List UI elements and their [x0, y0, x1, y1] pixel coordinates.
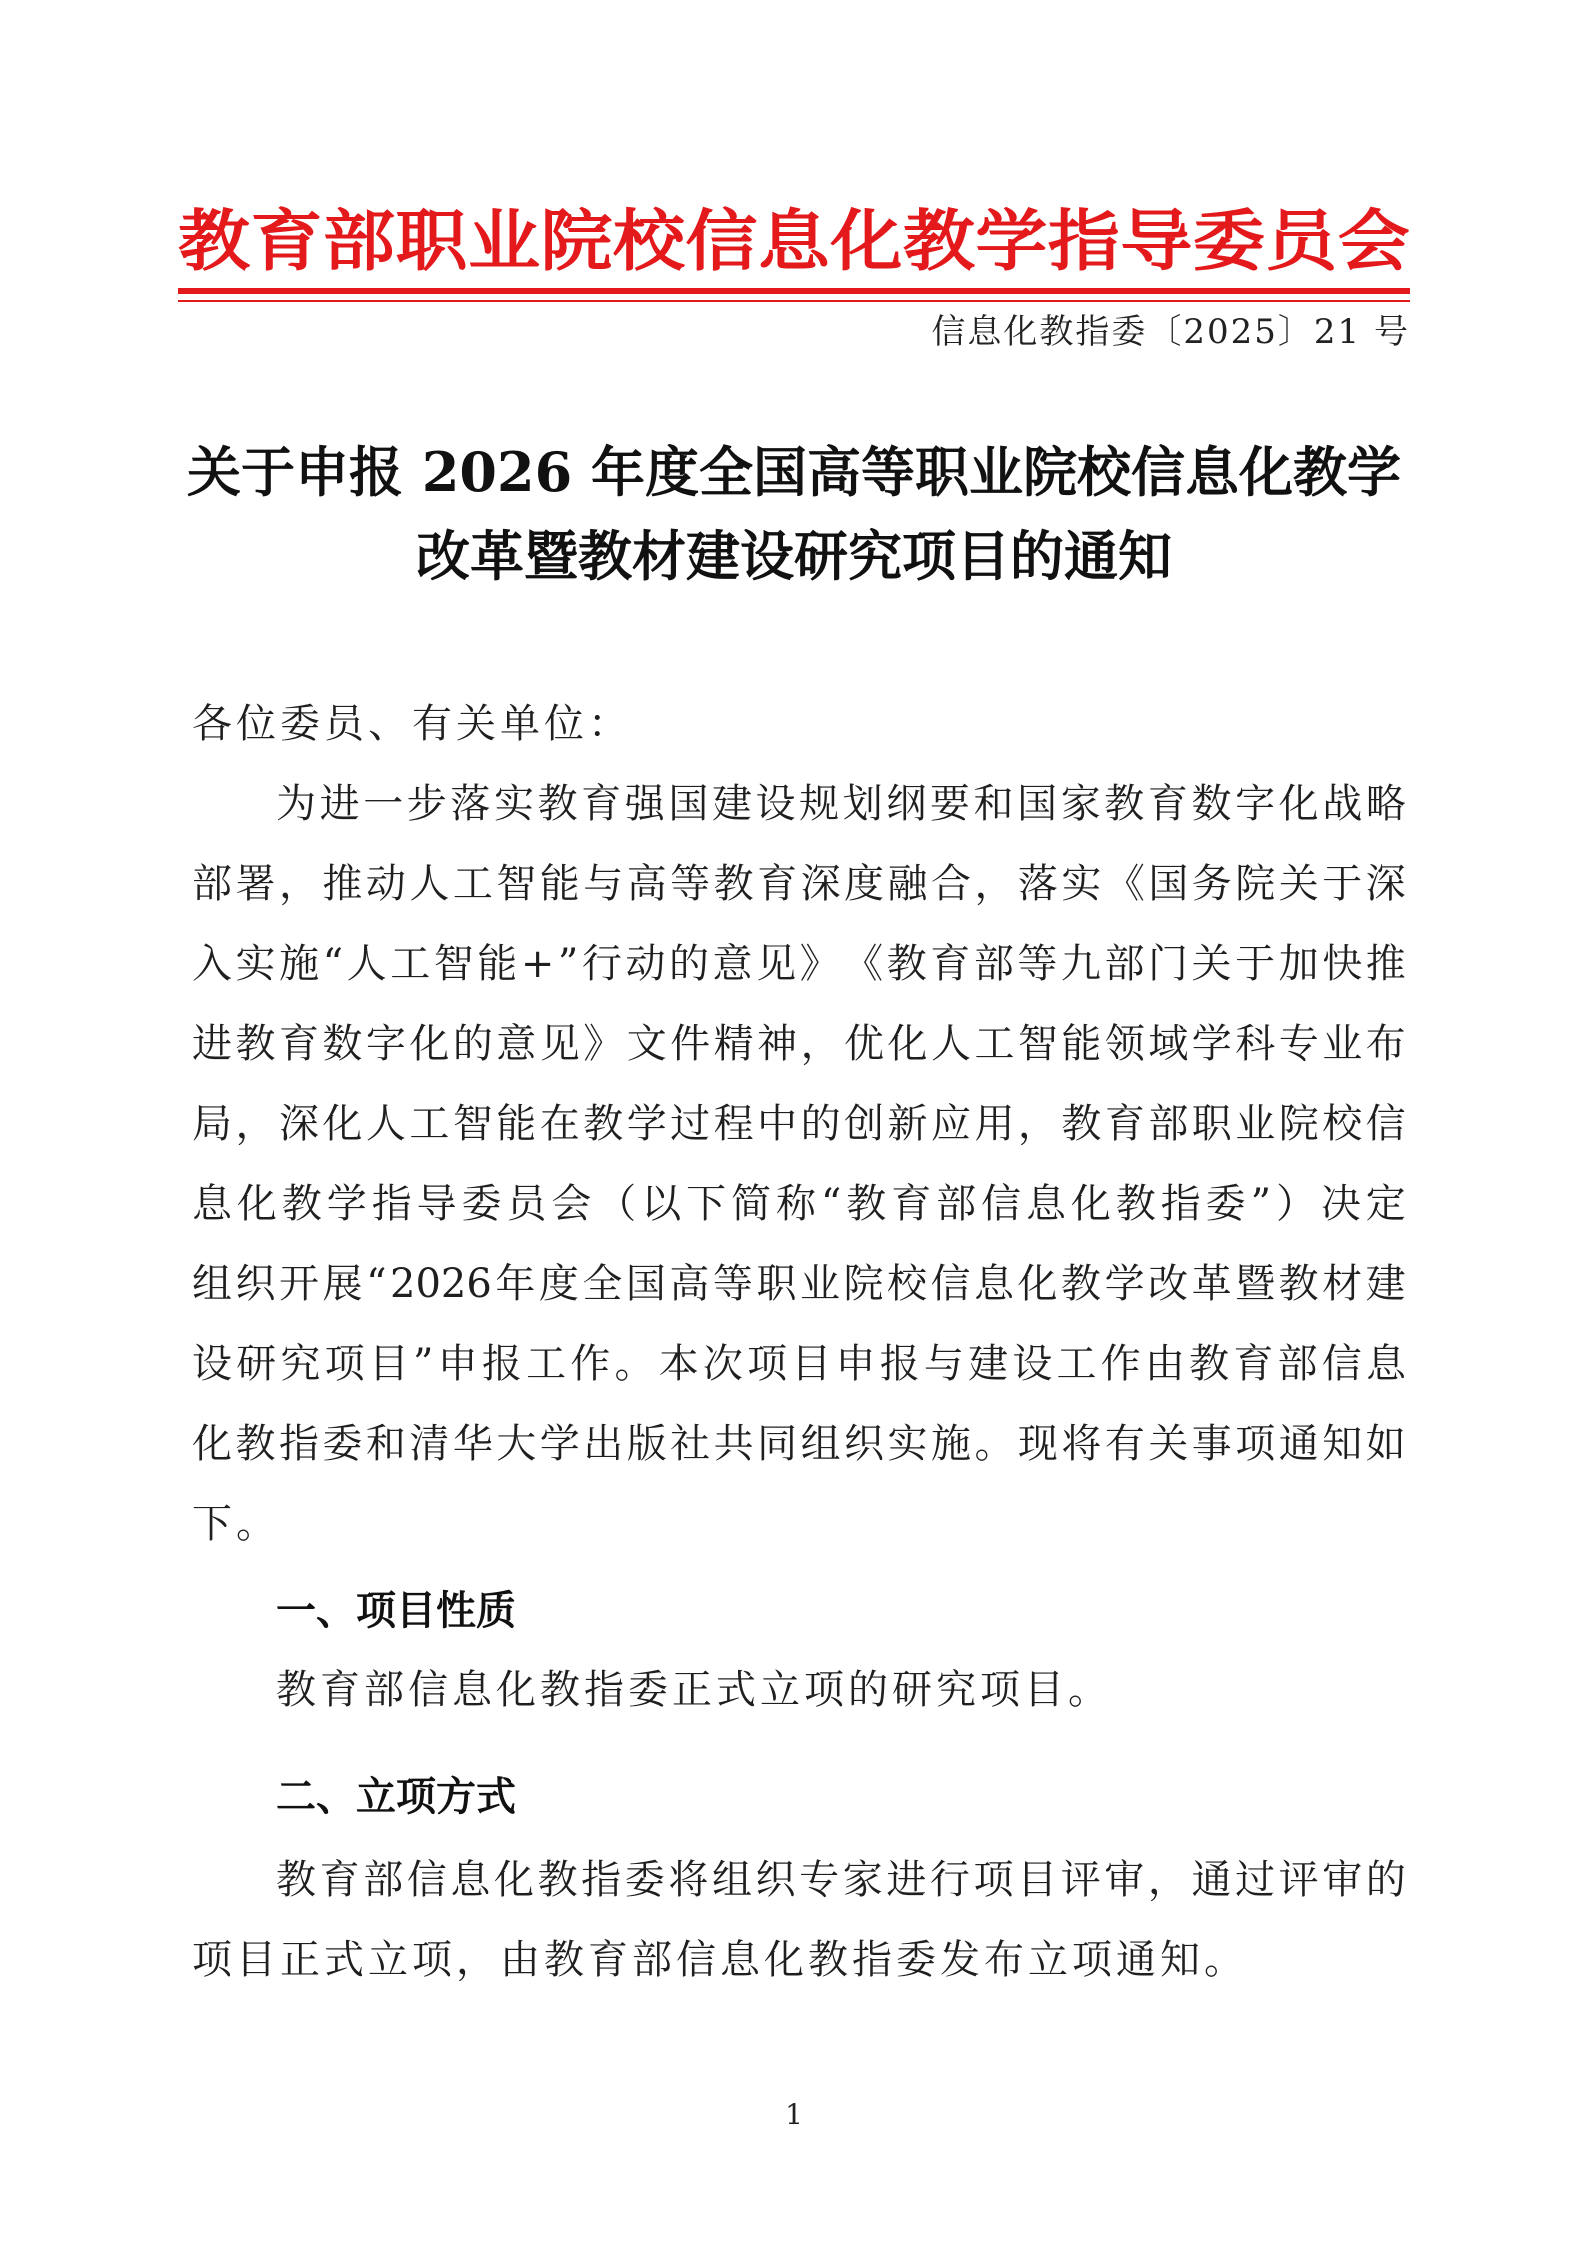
section-2-paragraph: [192, 1840, 1406, 2000]
intro-line: 下。: [192, 1501, 280, 1547]
page-number: 1: [785, 2098, 803, 2131]
intro-line: 进 教 育 数 字 化 的 意 见 》 文 件 精 神 ， 优 化 人 工 智 能 领 域 学 科 专 业 布: [192, 1021, 1406, 1067]
salutation: 各位委员、有关单位：: [192, 701, 632, 747]
intro-line: 局 ， 深 化 人 工 智 能 在 教 学 过 程 中 的 创 新 应 用 ， 教 育 部 职 业 院 校 信: [192, 1101, 1406, 1147]
intro-line: 化 教 指 委 和 清 华 大 学 出 版 社 共 同 组 织 实 施 。 现 将 有 关 事 项 通 知 如: [192, 1421, 1406, 1467]
intro-paragraph: [192, 764, 1406, 1564]
intro-line: 入 实 施 “ 人 工 智 能 + ” 行 动 的 意 见 》 《 教 育 部 等 九 部 门 关 于 加 快 推: [192, 941, 1406, 987]
section-1-paragraph: [192, 1650, 1406, 1730]
document-body: [192, 684, 1406, 1564]
intro-line: 息 化 教 学 指 导 委 员 会 （ 以 下 简 称 “ 教 育 部 信 息 化 教 指 委 ” ） 决 定: [192, 1181, 1406, 1227]
section-2-line: 教 育 部 信 息 化 教 指 委 将 组 织 专 家 进 行 项 目 评 审 ， 通 过 评 审 的: [276, 1857, 1406, 1903]
section-heading-1: 一、项目性质: [276, 1588, 516, 1634]
title-line-2: 改革暨教材建设研究项目的通知: [416, 524, 1172, 588]
title-line-1: 关于申报 2026 年度全国高等职业院校信息化教学: [187, 440, 1401, 504]
section-1-line: 教育部信息化教指委正式立项的研究项目。: [276, 1667, 1112, 1713]
document-number: 信息化教指委〔2025〕21 号: [931, 311, 1410, 352]
letterhead-org-name: 教 育 部 职 业 院 校 信 息 化 教 学 指 导 委 员 会: [178, 202, 1410, 280]
intro-line: 部 署 ， 推 动 人 工 智 能 与 高 等 教 育 深 度 融 合 ， 落 实 《 国 务 院 关 于 深: [192, 861, 1406, 907]
intro-line: 设 研 究 项 目 ” 申 报 工 作 。 本 次 项 目 申 报 与 建 设 工 作 由 教 育 部 信 息: [192, 1341, 1406, 1387]
intro-line: 为 进 一 步 落 实 教 育 强 国 建 设 规 划 纲 要 和 国 家 教 育 数 字 化 战 略: [276, 781, 1406, 827]
document-title: [150, 430, 1438, 598]
section-2-line: 项目正式立项，由教育部信息化教指委发布立项通知。: [192, 1937, 1248, 1983]
section-heading-2: 二、立项方式: [276, 1774, 516, 1820]
intro-line: 组 织 开 展 “ 2026 年 度 全 国 高 等 职 业 院 校 信 息 化 教 学 改 革 暨 教 材 建: [192, 1261, 1406, 1307]
letterhead-rule-thick: [178, 288, 1410, 294]
